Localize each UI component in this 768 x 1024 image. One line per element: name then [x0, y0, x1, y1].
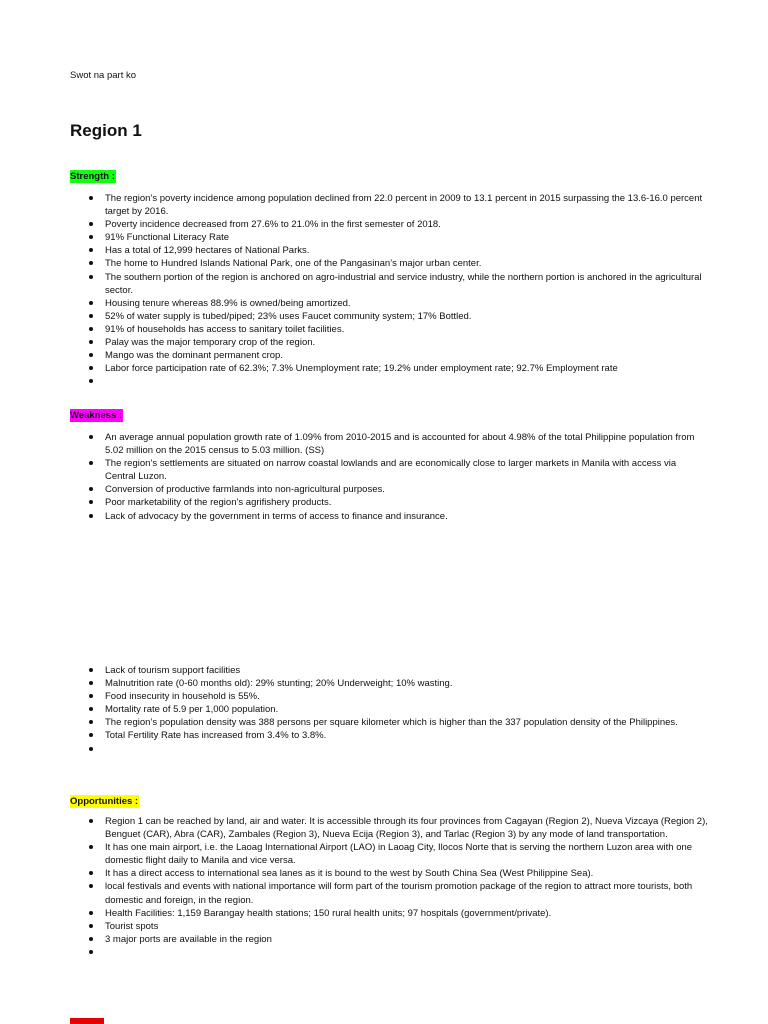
weakness-list-continued [88, 664, 708, 756]
list-item: Mango was the dominant permanent crop. [88, 349, 708, 362]
list-item: 91% of households has access to sanitary toilet facilities. [88, 323, 708, 336]
list-item: local festivals and events with national importance will form part of the tourism promotion package of the region to attract more tourists, both domestic and foreign, in the region. [88, 880, 708, 906]
list-item: Has a total of 12,999 hectares of National Parks. [88, 244, 708, 257]
list-item: Labor force participation rate of 62.3%; 7.3% Unemployment rate; 19.2% under employment rate; 92.7% Employment rate [88, 362, 708, 375]
list-item: Tourist spots [88, 920, 708, 933]
list-item: An average annual population growth rate of 1.09% from 2010-2015 and is accounted for about 4.98% of the total Philippine population from 5.02 million on the 2015 census to 5.03 million. (SS) [88, 431, 708, 457]
list-item: Total Fertility Rate has increased from 3.4% to 3.8%. [88, 729, 708, 742]
list-item: Malnutrition rate (0-60 months old): 29% stunting; 20% Underweight; 10% wasting. [88, 677, 708, 690]
list-item: The region’s poverty incidence among population declined from 22.0 percent in 2009 to 13.1 percent in 2015 surpassing the 13.6-16.0 percent target by 2016. [88, 192, 708, 218]
list-item: Poor marketability of the region’s agrifishery products. [88, 496, 708, 509]
list-item: Lack of advocacy by the government in terms of access to finance and insurance. [88, 510, 708, 523]
opportunities-heading: Opportunities : [70, 796, 139, 807]
list-item: It has one main airport, i.e. the Laoag International Airport (LAO) in Laoag City, Ilocos Norte that is serving the northern Luzon area with one domestic flight daily to Manila and vice versa. [88, 841, 708, 867]
list-item: The region’s settlements are situated on narrow coastal lowlands and are economically close to larger markets in Manila with access via Central Luzon. [88, 457, 708, 483]
opportunities-list [88, 815, 708, 959]
header-note: Swot na part ko [70, 70, 137, 81]
list-item: Poverty incidence decreased from 27.6% to 21.0% in the first semester of 2018. [88, 218, 708, 231]
list-item: Housing tenure whereas 88.9% is owned/being amortized. [88, 297, 708, 310]
list-item: The southern portion of the region is anchored on agro-industrial and service industry, while the northern portion is anchored in the agricultural sector. [88, 271, 708, 297]
list-item: It has a direct access to international sea lanes as it is bound to the west by South China Sea (West Philippine Sea). [88, 867, 708, 880]
weakness-list [88, 431, 708, 523]
list-item: Lack of tourism support facilities [88, 664, 708, 677]
weakness-heading: Weakness : [70, 410, 123, 421]
list-item: The home to Hundred Islands National Park, one of the Pangasinan’s major urban center. [88, 257, 708, 270]
strength-heading: Strength : [70, 171, 115, 182]
list-item: 3 major ports are available in the region [88, 933, 708, 946]
list-item: The region’s population density was 388 persons per square kilometer which is higher than the 337 population density of the Philippines. [88, 716, 708, 729]
list-item: 52% of water supply is tubed/piped; 23% uses Faucet community system; 17% Bottled. [88, 310, 708, 323]
page-title: Region 1 [70, 121, 142, 140]
strength-list [88, 192, 708, 388]
list-item: Food insecurity in household is 55%. [88, 690, 708, 703]
list-item: Region 1 can be reached by land, air and water. It is accessible through its four provinces from Cagayan (Region 2), Nueva Vizcaya (Region 2), Benguet (CAR), Abra (CAR), Zambales (Region 3), Nueva Ecija (Region 3), and Tarlac (Region 3) by any mode of land transportation. [88, 815, 708, 841]
list-item: 91% Functional Literacy Rate [88, 231, 708, 244]
list-item [88, 375, 708, 388]
list-item [88, 946, 708, 959]
list-item: Health Facilities: 1,159 Barangay health stations; 150 rural health units; 97 hospitals (government/private). [88, 907, 708, 920]
list-item: Palay was the major temporary crop of the region. [88, 336, 708, 349]
red-highlight-mark [70, 1018, 104, 1024]
list-item: Conversion of productive farmlands into non-agricultural purposes. [88, 483, 708, 496]
list-item: Mortality rate of 5.9 per 1,000 population. [88, 703, 708, 716]
list-item [88, 743, 708, 756]
